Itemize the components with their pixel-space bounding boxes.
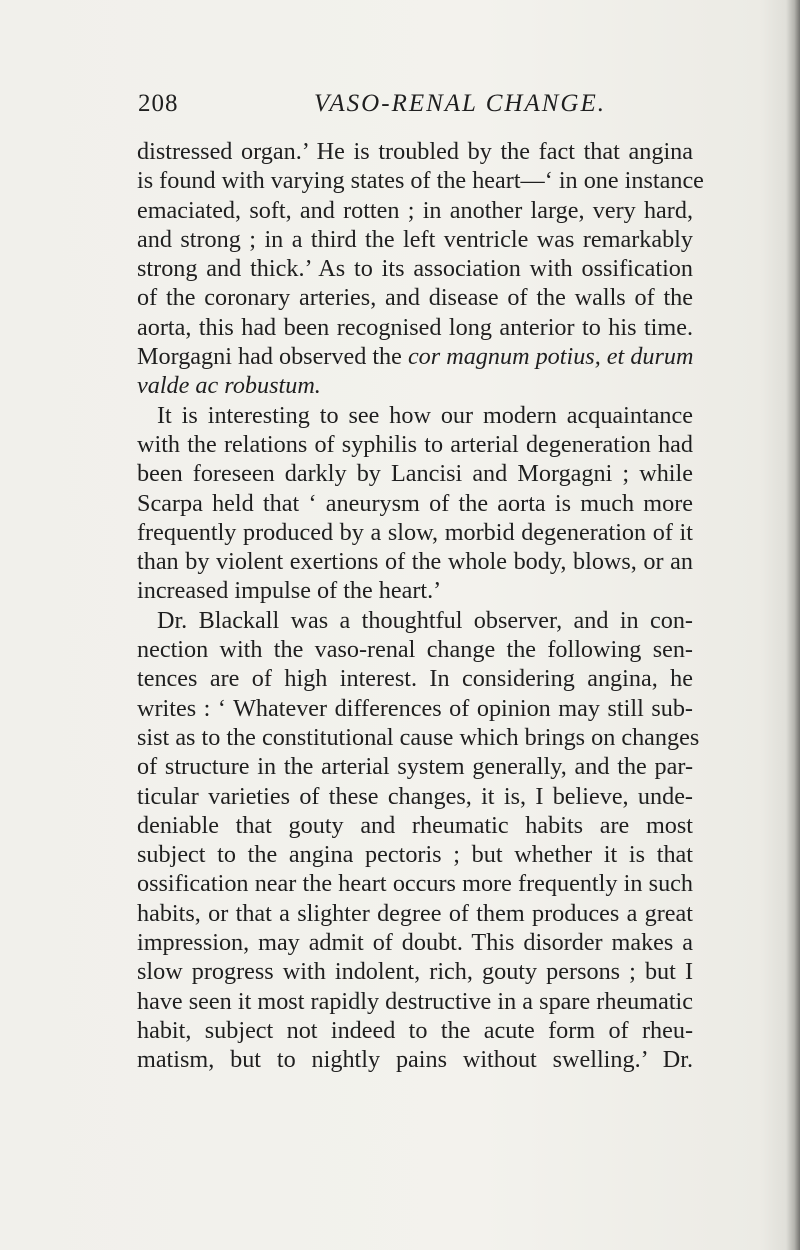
paragraph-start: Dr. Blackall was a thoughtful observer, and in con- (157, 606, 693, 634)
running-head: VASO-RENAL CHANGE. (314, 90, 607, 117)
text-line: sist as to the constitutional cause which brings on changes (137, 723, 700, 751)
text-line: have seen it most rapidly destructive in a spare rheumatic (137, 987, 693, 1015)
text-line: writes : ‘ Whatever differences of opinion may still sub- (137, 694, 693, 722)
text-line: been foreseen darkly by Lancisi and Morgagni ; while (137, 460, 693, 488)
text-line: frequently produced by a slow, morbid degeneration of it (137, 518, 693, 546)
italic-latin-phrase: cor magnum potius, et durum (407, 343, 694, 371)
text-line: distressed organ.’ He is troubled by the fact that angina (137, 138, 693, 165)
text-line: habit, subject not indeed to the acute form of rheu- (137, 1016, 693, 1044)
body-text (137, 137, 704, 1075)
text-line: tences are of high interest. In considering angina, he (137, 665, 693, 693)
page-edge-shadow (786, 0, 800, 1250)
text-line: impression, may admit of doubt. This disorder makes a (137, 929, 693, 957)
text-line-with-italic (137, 342, 693, 371)
text-line: and strong ; in a third the left ventricle was remarkably (137, 225, 693, 253)
page-header (138, 88, 698, 128)
paragraph-start: It is interesting to see how our modern acquaintance (157, 401, 693, 429)
text-line: is found with varying states of the heart—‘ in one instance (137, 167, 704, 195)
text-fragment: Morgagni had observed the (137, 343, 402, 371)
text-line: aorta, this had been recognised long anterior to his time. (137, 313, 693, 341)
page-number: 208 (138, 90, 179, 117)
text-line: ticular varieties of these changes, it is, I believe, unde- (137, 782, 693, 810)
text-line: habits, or that a slighter degree of them produces a great (137, 899, 693, 927)
text-line: Scarpa held that ‘ aneurysm of the aorta is much more (137, 489, 693, 517)
text-line: with the relations of syphilis to arterial degeneration had (137, 430, 693, 458)
text-line: of structure in the arterial system generally, and the par- (137, 753, 693, 781)
text-line: ossification near the heart occurs more frequently in such (137, 870, 693, 898)
text-line-italic (137, 371, 693, 400)
text-line: deniable that gouty and rheumatic habits are most (137, 811, 693, 839)
text-line: matism, but to nightly pains without swelling.’ Dr. (137, 1046, 693, 1074)
text-line: emaciated, soft, and rotten ; in another large, very hard, (137, 196, 693, 224)
text-line: subject to the angina pectoris ; but whether it is that (137, 841, 693, 869)
text-line: of the coronary arteries, and disease of the walls of the (137, 284, 693, 312)
text-line: increased impulse of the heart.’ (137, 577, 442, 605)
text-line: slow progress with indolent, rich, gouty persons ; but I (137, 958, 693, 986)
text-line: nection with the vaso-renal change the following sen- (137, 636, 693, 664)
text-line: strong and thick.’ As to its association with ossification (137, 255, 693, 283)
text-line: than by violent exertions of the whole body, blows, or an (137, 548, 693, 576)
italic-latin-phrase-end: valde ac robustum. (137, 372, 321, 400)
